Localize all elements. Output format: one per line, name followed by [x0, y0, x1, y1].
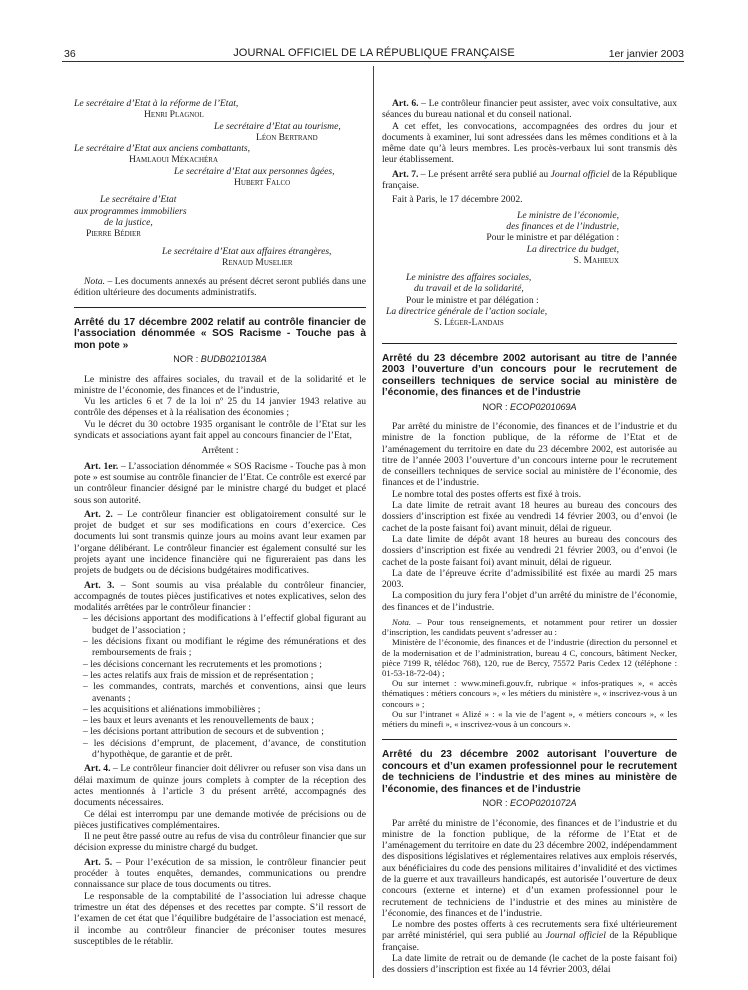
list-item: – les actes relatifs aux frais de mission et de représentation ;	[83, 669, 314, 681]
nota-paragraph: Ou sur internet : www.minefi.gouv.fr, rubrique « infos-pratiques », « accès thématiques : métiers concours », « les métiers du ministère », « inscrivez-vous à un concours » ;	[382, 678, 677, 709]
body-paragraph: Le nombre des postes offerts à ces recrutements sera fixé ultérieurement par arrêté ministériel, qui sera publié au Journal officiel de la République française.	[382, 919, 677, 953]
body-paragraph: La composition du jury fera l’objet d’un arrêté du ministre de l’économie, des finances et de l’industrie.	[382, 590, 677, 613]
arrete-title: Arrêté du 23 décembre 2002 autorisant au titre de l’année 2003 l’ouverture d’un concours pour le recrutement de conseillers techniques de service social au ministère de l’économie, des finances et de l’industrie	[382, 352, 677, 399]
section-rule	[74, 307, 366, 308]
section-rule	[382, 343, 677, 344]
signature-block	[74, 143, 366, 166]
signatory-title: Le secrétaire d’Etat aux personnes âgées,	[174, 165, 335, 177]
body-paragraph: La date limite de dépôt avant 18 heures au bureau des concours des dossiers d’inscription est fixée au vendredi 21 février 2003, ou d’envoi (le cachet de la poste faisant foi) avant minuit, délai de rigueur.	[382, 533, 677, 568]
nor-reference: NOR : ECOP0201069A	[482, 401, 577, 412]
fait-a-paris: Fait à Paris, le 17 décembre 2002.	[392, 194, 523, 206]
visa-paragraph: Vu le décret du 30 octobre 1935 organisant le contrôle de l’Etat sur les syndicats et associations ayant fait appel au concours financier de l’Etat,	[74, 418, 366, 442]
list-item: – les acquisitions et aliénations immobilières ;	[83, 703, 261, 715]
journal-title: JOURNAL OFFICIEL DE LA RÉPUBLIQUE FRANÇAISE	[233, 47, 515, 59]
body-paragraph: Par arrêté du ministre de l’économie, des finances et de l’industrie et du ministre de la fonction publique, de la réforme de l’Etat et de l’aménagement du territoire en date du 23 décembre 2002, indépendamment des dispositions législatives et réglementaires relatives aux emplois réservés, aux bénéficiaires du code des pensions militaires d’invalidité et des victimes de la guerre et aux travailleurs handicapés, est autorisée l’ouverture de deux concours (externe et interne) et d’un examen professionnel pour le recrutement de techniciens de l’industrie et des mines au ministère de l’économie, des finances et de l’industrie.	[382, 817, 677, 919]
signatory-title: de la justice,	[104, 216, 153, 228]
signatory-title: Le ministre de l’économie,	[517, 209, 619, 221]
left-column	[74, 98, 366, 947]
arrete-title: Arrêté du 23 décembre 2002 autorisant l’ouverture de concours et d’un examen professionnel pour le recrutement de techniciens de l’industrie et des mines au ministère de l’économie, des finances et de l’industrie	[382, 749, 677, 795]
nota-paragraph: Ou sur l’intranet « Alizé » : « la vie de l’agent », « métiers concours », « les métiers du minefi », « inscrivez-vous à un concours ».	[382, 708, 677, 730]
signature-block	[74, 121, 366, 144]
page-number: 36	[64, 48, 76, 60]
signatory-title: Le secrétaire d’Etat	[100, 194, 177, 206]
signatory-name: Hubert Falco	[234, 177, 291, 189]
list-item: – les commandes, contrats, marchés et conventions, ainsi que leurs avenants ;	[83, 681, 366, 704]
article-5-paragraph: Le responsable de la comptabilité de l’association lui adresse chaque trimestre un état des dépenses et des recettes par compte. S’il ressort de l’examen de cet état que l’équilibre budgétaire de l’association est menacé, il incombe au contrôleur financier de préconiser toutes mesures susceptibles de le rétablir.	[74, 890, 366, 947]
signatory-role: La directrice générale de l’action sociale,	[386, 306, 548, 318]
nota: Nota. – Pour tous renseignements, et notamment pour retirer un dossier d’inscription, les candidats peuvent s’adresser au :	[382, 616, 677, 638]
signatory-name: S. Léger-Landais	[434, 317, 504, 329]
list-item: – les décisions concernant les recrutements et les promotions ;	[83, 658, 322, 670]
body-paragraph: Le nombre total des postes offerts est fixé à trois.	[392, 488, 581, 500]
signatory-role: La directrice du budget,	[526, 243, 619, 255]
arrete-title: Arrêté du 17 décembre 2002 relatif au contrôle financier de l’association dénommée « SOS Racisme - Touche pas à mon pote »	[74, 316, 366, 351]
signatory-name: Léon Bertrand	[256, 131, 318, 143]
article-1: Art. 1er. – L’association dénommée « SOS Racisme - Touche pas à mon pote » est soumise au contrôle financier de l’Etat. Ce contrôle est exercé par un contrôleur financier désigné par le ministre chargé du budget et placé sous son autorité.	[74, 460, 366, 506]
right-column	[382, 98, 677, 976]
signature-block	[382, 210, 677, 266]
article-3: Art. 3. – Sont soumis au visa préalable du contrôleur financier, accompagnés de toutes pièces justificatives et notes explicatives, selon des modalités arrêtées par le contrôleur financier :	[74, 579, 366, 614]
article-7: Art. 7. – Le présent arrêté sera publié au Journal officiel de la République française.	[382, 168, 677, 192]
list-item: – les décisions d’emprunt, de placement, d’avance, de constitution d’hypothèque, de garantie et de prêt.	[83, 737, 366, 761]
signatory-name: Renaud Muselier	[222, 256, 293, 268]
signature-block	[74, 194, 366, 239]
arretent-heading: Arrêtent :	[201, 445, 239, 457]
list-item: – les décisions apportant des modifications à l’effectif global figurant au budget de l’association ;	[83, 613, 366, 636]
article-6-paragraph: A cet effet, les convocations, accompagnées des ordres du jour et documents à examiner, lui sont adressées dans les mêmes conditions et à la même date qu’à leurs membres. Les procès-verbaux lui sont transmis dès leur établissement.	[382, 120, 677, 166]
signatory-title: des finances et de l’industrie,	[506, 220, 619, 232]
list-item: – les baux et leurs avenants et les renouvellements de baux ;	[83, 715, 314, 727]
body-paragraph: La date limite de retrait ou de demande (le cachet de la poste faisant foi) des dossiers d’inscription est fixée au 14 février 2003, délai	[382, 953, 677, 976]
article-4-paragraph: Il ne peut être passé outre au refus de visa du contrôleur financier que sur décision expresse du ministre chargé du budget.	[74, 831, 366, 854]
body-paragraph: La date limite de retrait avant 18 heures au bureau des concours des dossiers d’inscription est fixée au vendredi 14 février 2003, ou d’envoi (le cachet de la poste faisant foi) avant minuit, délai de rigueur.	[382, 500, 677, 534]
signatory-name: Henri Plagnol	[144, 109, 204, 121]
signatory-title: du travail et de la solidarité,	[414, 283, 524, 295]
list-item: – les décisions fixant ou modifiant le régime des rémunérations et des remboursements de frais ;	[83, 636, 366, 659]
signature-block	[382, 272, 677, 328]
list-item: – les décisions portant attribution de secours et de subvention ;	[83, 726, 324, 738]
signatory-name: Pierre Bédier	[86, 228, 141, 240]
nor-reference: NOR : BUDB0210138A	[173, 354, 267, 365]
signatory-title: Le secrétaire d’Etat au tourisme,	[214, 120, 341, 132]
signatory-title: Le ministre des affaires sociales,	[406, 272, 532, 284]
signature-block	[74, 98, 366, 121]
visa-paragraph: Le ministre des affaires sociales, du travail et de la solidarité et le ministre de l’économie, des finances et de l’industrie,	[74, 373, 366, 396]
article-3-list	[74, 613, 366, 760]
article-5: Art. 5. – Pour l’exécution de sa mission, le contrôleur financier peut procéder à toutes enquêtes, demandes, communications ou prendre connaissance sur place de tous documents ou titres.	[74, 856, 367, 891]
visa-paragraph: Vu les articles 6 et 7 de la loi nº 25 du 14 janvier 1943 relative au contrôle des dépenses et à la réalisation des économies ;	[74, 396, 366, 419]
signatory-name: S. Mahieux	[573, 254, 619, 266]
body-paragraph: La date de l’épreuve écrite d’admissibilité est fixée au mardi 25 mars 2003.	[382, 567, 677, 591]
signature-block	[74, 166, 366, 189]
nor-reference: NOR : ECOP0201072A	[482, 798, 577, 809]
nota: Nota. – Les documents annexés au présent décret seront publiés dans une édition ultérieure des documents administratifs.	[74, 276, 366, 299]
signatory-title: Le secrétaire d’Etat à la réforme de l’Etat,	[74, 98, 239, 109]
section-rule	[382, 739, 677, 740]
article-4: Art. 4. – Le contrôleur financier doit délivrer ou refuser son visa dans un délai maximum de quinze jours complets à compter de la réception des actes mentionnés à l’article 3 du présent arrêté, accompagnés des documents nécessaires.	[74, 763, 367, 809]
signatory-title: Le secrétaire d’Etat aux anciens combattants,	[74, 143, 251, 155]
article-4-paragraph: Ce délai est interrompu par une demande motivée de précisions ou de pièces justificatives complémentaires.	[74, 808, 366, 831]
signatory-title: aux programmes immobiliers	[74, 205, 187, 217]
delegation-line: Pour le ministre et par délégation :	[486, 232, 619, 244]
article-2: Art. 2. – Le contrôleur financier est obligatoirement consulté sur le projet de budget et sur ses modifications en cours d’exercice. Ces documents lui sont transmis quinze jours au moins avant leur examen par l’organe délibérant. Le contrôleur financier est également consulté sur les projets ayant une incidence financière qui ne figureraient pas dans les projets de budgets ou de décisions budgétaires modificatives.	[74, 508, 366, 577]
article-6: Art. 6. – Le contrôleur financier peut assister, avec voix consultative, aux séances du bureau national et du conseil national.	[382, 98, 678, 121]
column-rule	[373, 66, 374, 978]
issue-date: 1er janvier 2003	[608, 48, 684, 60]
header-rule	[62, 61, 684, 62]
signatory-title: Le secrétaire d’Etat aux affaires étrangères,	[162, 245, 332, 257]
delegation-line: Pour le ministre et par délégation :	[406, 294, 539, 306]
body-paragraph: Par arrêté du ministre de l’économie, des finances et de l’industrie et du ministre de la fonction publique, de la réforme de l’Etat et de l’aménagement du territoire en date du 23 décembre 2002, est autorisée au titre de l’année 2003 l’ouverture d’un concours interne pour le recrutement de conseillers techniques de service social au ministère de l’économie, des finances et de l’industrie.	[382, 420, 677, 489]
nota-paragraph: Ministère de l’économie, des finances et de l’industrie (direction du personnel et de la modernisation et de l’administration, bureau 4 C, concours, bâtiment Necker, pièce 7199 R, télédoc 768), 120, rue de Bercy, 75572 Paris Cedex 12 (téléphone : 01-53-18-72-04) ;	[382, 637, 677, 678]
signatory-name: Hamlaoui Mékachéra	[129, 154, 219, 166]
signature-block	[74, 246, 366, 269]
